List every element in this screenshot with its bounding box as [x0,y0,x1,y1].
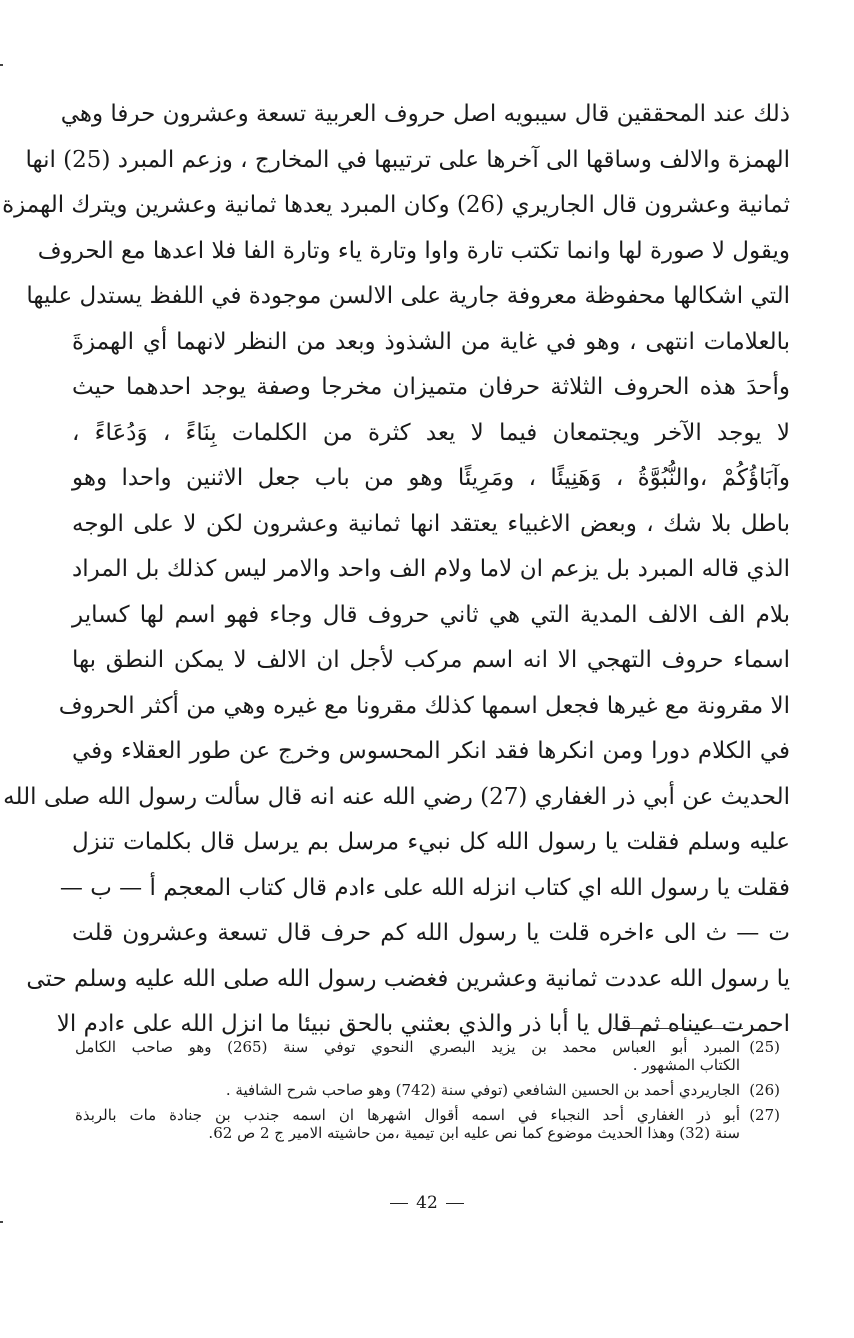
text-line: فقلت يا رسول الله اي كتاب انزله الله على ءادم قال كتاب المعجم أ — ب — [59,874,790,901]
footnote-body [75,1081,744,1099]
text-line: يا رسول الله عددت ثمانية وعشرين فغضب رسول الله صلى الله عليه وسلم حتى [26,965,790,992]
text-line: بالعلامات انتهى ، وهو في غاية من الشذوذ وبعد من النظر لانهما أي الهمزةَ [72,328,790,355]
footnote-number: (26) [749,1081,780,1099]
text-line: الا مقرونة مع غيرها فجعل اسمها كذلك مقرونا مع غيره وهي من أكثر الحروف [58,692,790,719]
text-line: ذلك عند المحققين قال سيبويه اصل حروف العربية تسعة وعشرون حرفا وهي [60,101,790,127]
text-line: وأحدَ هذه الحروف الثلاثة حرفان متميزان مخرجا وصفة يوجد احدهما حيث [72,374,790,400]
scan-edge-mark [0,64,3,66]
footnote-number: (27) [749,1106,780,1124]
text-line: الهمزة والالف وساقها الى آخرها على ترتيبها في المخارج ، وزعم المبرد (25) انها [25,146,790,173]
text-line: باطل بلا شك ، وبعض الاغبياء يعتقد انها ثمانية وعشرون لكن لا على الوجه [72,510,790,537]
page-number-dash-left [390,1203,408,1204]
text-line: اسماء حروف التهجي الا انه اسم مركب لأجل ان الالف لا يمكن النطق بها [72,647,790,673]
text-line: ويقول لا صورة لها وانما تكتب تارة واوا وتارة ياء وتارة الفا فلا اعدها مع الحروف [37,237,790,264]
footnote-divider [613,1028,743,1029]
footnote [75,1081,780,1099]
footnote-line: أبو ذر الغفاري أحد النجباء في اسمه أقوال اشهرها ان اسمه جندب بن جنادة مات بالربذة [75,1106,740,1124]
footnote-body [75,1106,744,1142]
text-line: عليه وسلم فقلت يا رسول الله كل نبيء مرسل بم يرسل قال بكلمات تنزل [72,829,790,855]
text-line: وآبَاؤُكُمْ ،والنُّبُوَّةُ ، وَهَنِيئًا ، ومَرِيئًا وهو من باب جعل الاثنين واحدا وهو [72,465,790,491]
text-line: الحديث عن أبي ذر الغفاري (27) رضي الله عنه انه قال سألت رسول الله صلى الله [3,783,790,810]
footnote-number: (25) [749,1038,780,1056]
text-line: في الكلام دورا ومن انكرها فقد انكر المحسوس وخرج عن طور العقلاء وفي [72,738,790,764]
text-line: التي اشكالها محفوظة معروفة جارية على الالسن موجودة في اللفظ يستدل عليها [26,283,790,309]
main-text-block [2,92,790,1048]
scan-edge-mark [0,1221,3,1223]
footnote-body [75,1038,744,1074]
footnote [75,1106,780,1142]
text-line: ثمانية وعشرون قال الجاريري (26) وكان المبرد يعدها ثمانية وعشرين ويترك الهمزة [2,192,790,218]
text-line: ت — ث الى ءاخره قلت يا رسول الله كم حرف قال تسعة وعشرون قلت [72,920,790,946]
text-line: الذي قاله المبرد بل يزعم ان لاما ولام الف واحد والامر ليس كذلك بل المراد [72,556,790,582]
text-line: بلام الف الالف المدية التي هي ثاني حروف قال وجاء فهو اسم لها كساير [72,601,790,628]
footnote-line: الكتاب المشهور . [632,1056,740,1074]
text-line: احمرت عيناه ثم قال يا أبا ذر والذي بعثني بالحق نبيئا ما انزل الله على ءادم الا [56,1011,790,1037]
text-line: لا يوجد الآخر ويجتمعان فيما لا يعد كثرة من الكلمات بِنَاءً ، وَدُعَاءً ، [72,419,790,446]
page-number-dash-right [446,1203,464,1204]
footnote-line: المبرد أبو العباس محمد بن يزيد البصري النحوي توفي سنة (265) وهو صاحب الكامل [75,1038,740,1056]
page-number-footer [0,1192,854,1214]
footnotes-block [75,1038,780,1149]
footnote-line: سنة (32) وهذا الحديث موضوع كما نص عليه ابن تيمية ،من حاشيته الامير ج 2 ص 62. [208,1124,740,1142]
footnote-line: الجاريردي أحمد بن الحسين الشافعي (توفي سنة (742) وهو صاحب شرح الشافية . [225,1081,740,1099]
footnote [75,1038,780,1074]
page-number: 42 [416,1193,438,1213]
